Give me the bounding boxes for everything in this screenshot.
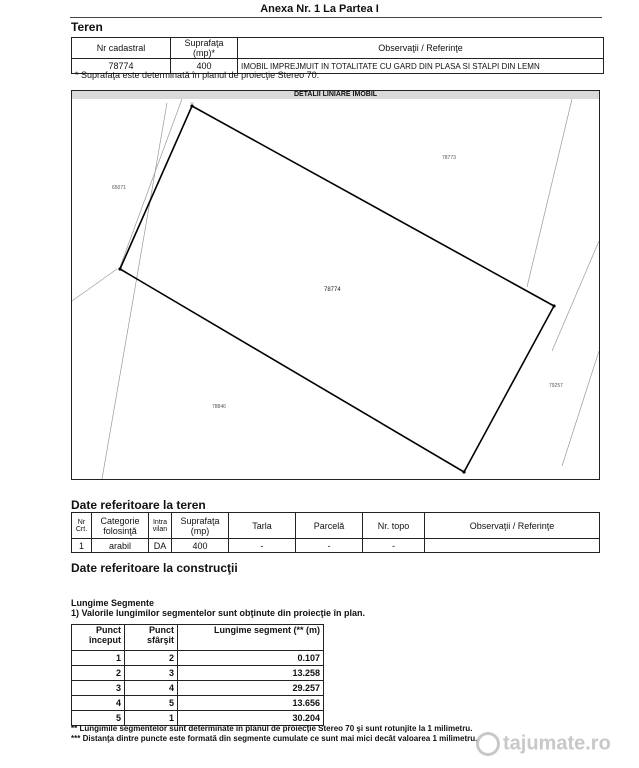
vertex-point xyxy=(462,470,465,473)
column-header: Nr. topo xyxy=(363,513,425,539)
watermark-text: tajumate.ro xyxy=(503,732,611,755)
end-point: 3 xyxy=(125,666,178,681)
table-row xyxy=(72,651,324,666)
land-data-heading: Date referitoare la teren xyxy=(71,498,206,512)
end-point: 2 xyxy=(125,651,178,666)
observations-value: IMOBIL IMPREJMUIT IN TOTALITATE CU GARD DIN PLASA SI STALPI DIN LEMN xyxy=(238,59,604,74)
teren-table xyxy=(71,37,604,74)
column-header: Observaţii / Referinţe xyxy=(425,513,600,539)
cadastral-number: 78774 xyxy=(72,59,171,74)
area-note: * Suprafaţa este determinată în planul de proiecţie Stereo 70. xyxy=(75,70,320,80)
neighbor-label: 79257 xyxy=(549,383,563,389)
table-cell: - xyxy=(296,539,363,553)
column-header: Intra vilan xyxy=(149,513,172,539)
watermark-icon xyxy=(476,732,500,756)
column-header: Nr cadastral xyxy=(72,38,171,59)
construction-data-heading: Date referitoare la construcţii xyxy=(71,561,238,575)
neighbor-boundary xyxy=(120,99,182,267)
segment-length: 13.258 xyxy=(178,666,324,681)
column-header: Punct început xyxy=(72,625,125,651)
table-cell: - xyxy=(363,539,425,553)
end-point: 4 xyxy=(125,681,178,696)
column-header: Tarla xyxy=(229,513,296,539)
neighbor-boundary xyxy=(552,241,599,351)
neighbor-label: 78773 xyxy=(442,155,456,161)
column-header: Suprafaţa (mp)* xyxy=(171,38,238,59)
segment-length: 0.107 xyxy=(178,651,324,666)
neighbor-boundary xyxy=(72,269,117,301)
end-point: 5 xyxy=(125,696,178,711)
area-value: 400 xyxy=(171,59,238,74)
table-header-row xyxy=(72,513,600,539)
segments-subtitle: 1) Valorile lungimilor segmentelor sunt obţinute din proiecţie în plan. xyxy=(71,608,366,618)
table-cell: DA xyxy=(149,539,172,553)
start-point: 3 xyxy=(72,681,125,696)
table-cell xyxy=(425,539,600,553)
footnote-distance: *** Distanţa dintre puncte este formată din segmente cumulate ce sunt mai mici decât valoarea 1 milimetru. xyxy=(71,734,478,743)
table-header-row xyxy=(72,625,324,651)
parcel-drawing xyxy=(72,91,599,479)
land-data-table xyxy=(71,512,600,553)
column-header: Lungime segment (** (m) xyxy=(178,625,324,651)
table-row xyxy=(72,666,324,681)
table-cell: 1 xyxy=(72,539,92,553)
segment-length: 13.656 xyxy=(178,696,324,711)
start-point: 5 xyxy=(72,711,125,726)
table-cell: - xyxy=(229,539,296,553)
start-point: 2 xyxy=(72,666,125,681)
end-point: 1 xyxy=(125,711,178,726)
watermark-logo xyxy=(476,732,611,756)
neighbor-boundary xyxy=(527,99,572,287)
parcel-label: 78774 xyxy=(324,287,341,293)
vertex-point xyxy=(190,104,193,107)
segment-length: 29.257 xyxy=(178,681,324,696)
teren-heading: Teren xyxy=(71,20,103,34)
map-header: DETALII LINIARE IMOBIL xyxy=(72,91,599,99)
footnote-rounding: ** Lungimile segmentelor sunt determinate în planul de proiecţie Stereo 70 şi sunt rotunjite la 1 milimetru. xyxy=(71,724,473,733)
vertex-point xyxy=(552,304,555,307)
neighbor-boundary xyxy=(562,351,599,466)
column-header: Punct sfârşit xyxy=(125,625,178,651)
table-cell: arabil xyxy=(92,539,149,553)
start-point: 4 xyxy=(72,696,125,711)
segments-title: Lungime Segmente xyxy=(71,598,155,608)
column-header: Observaţii / Referinţe xyxy=(238,38,604,59)
start-point: 1 xyxy=(72,651,125,666)
table-cell: 400 xyxy=(172,539,229,553)
neighbor-label: 78846 xyxy=(212,404,226,410)
table-row xyxy=(72,681,324,696)
column-header: Parcelă xyxy=(296,513,363,539)
table-row xyxy=(72,539,600,553)
document-title: Anexa Nr. 1 La Partea I xyxy=(260,3,379,15)
column-header: Nr Crt. xyxy=(72,513,92,539)
column-header: Suprafaţa (mp) xyxy=(172,513,229,539)
column-header: Categorie folosinţă xyxy=(92,513,149,539)
segments-table xyxy=(71,624,324,726)
vertex-point xyxy=(118,267,121,270)
title-divider xyxy=(70,17,602,18)
neighbor-label: 65071 xyxy=(112,185,126,191)
table-header-row xyxy=(72,38,604,59)
segment-length: 30.204 xyxy=(178,711,324,726)
parcel-map xyxy=(71,90,600,480)
table-row xyxy=(72,696,324,711)
